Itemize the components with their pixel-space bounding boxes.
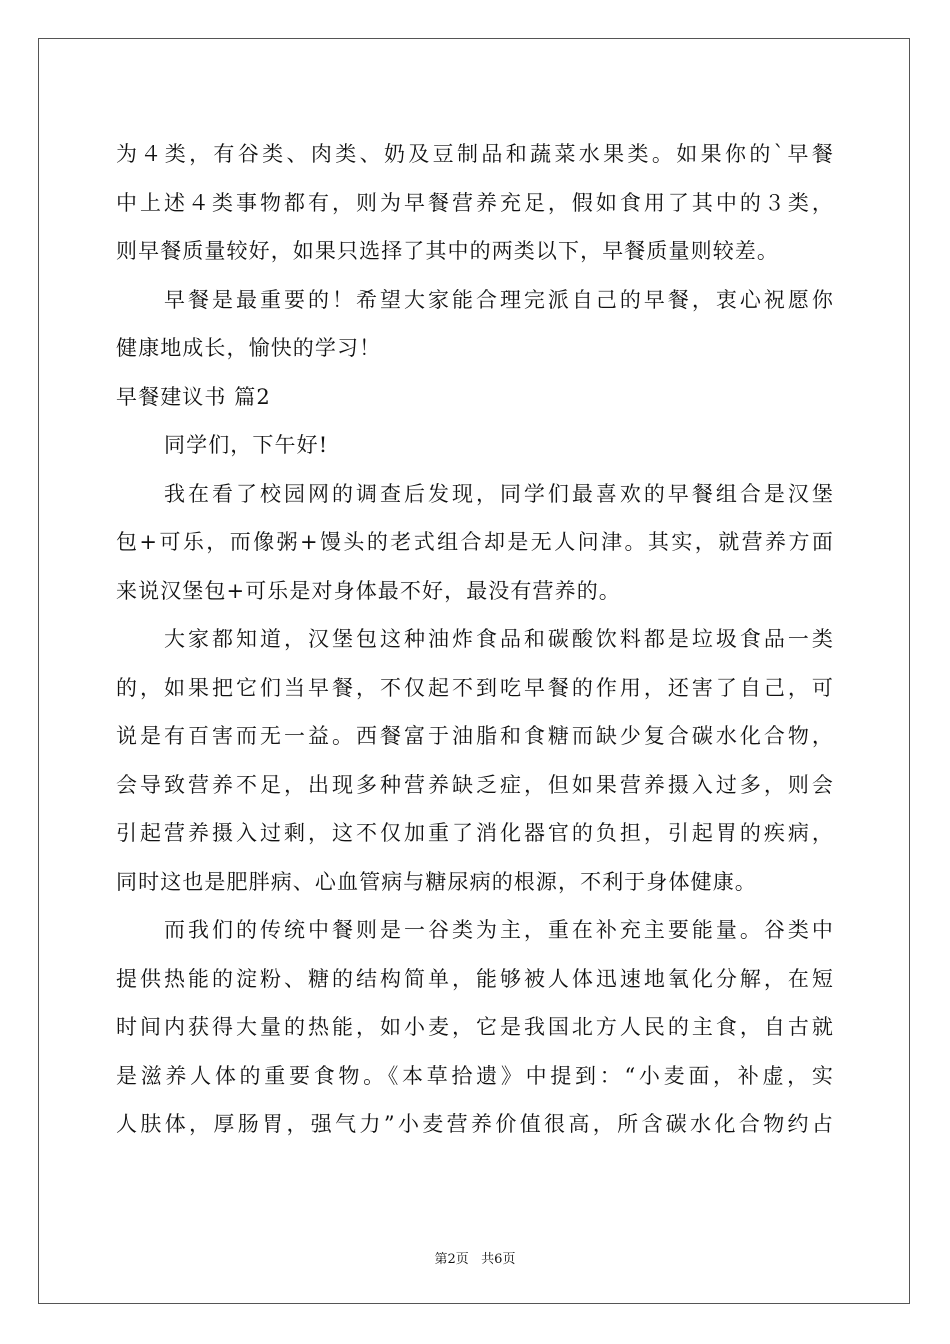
paragraph-line: 而我们的传统中餐则是一谷类为主，重在补充主要能量。谷类中 bbox=[164, 918, 834, 942]
paragraph-line: 包+可乐，而像粥+馒头的老式组合却是无人问津。其实，就营养方面 bbox=[116, 530, 834, 554]
paragraph-line: 为４类，有谷类、肉类、奶及豆制品和蔬菜水果类。如果你的`早餐 bbox=[116, 142, 834, 166]
paragraph-line: 来说汉堡包+可乐是对身体最不好，最没有营养的。 bbox=[116, 578, 621, 603]
paragraph-line: 时间内获得大量的热能，如小麦，它是我国北方人民的主食，自古就 bbox=[116, 1015, 834, 1039]
paragraph-line: 同学们，下午好! bbox=[164, 433, 329, 457]
document-body bbox=[116, 130, 834, 1149]
paragraph-line: 的，如果把它们当早餐，不仅起不到吃早餐的作用，还害了自己，可 bbox=[116, 675, 834, 700]
paragraph-line: 则早餐质量较好，如果只选择了其中的两类以下，早餐质量则较差。 bbox=[116, 239, 779, 263]
page-number-footer: 第2页 共6页 bbox=[434, 1252, 516, 1267]
paragraph-line: 我在看了校园网的调查后发现，同学们最喜欢的早餐组合是汉堡 bbox=[164, 481, 834, 506]
paragraph-line: 人肤体，厚肠胃，强气力”小麦营养价值很高，所含碳水化合物约占 bbox=[116, 1112, 834, 1136]
paragraph-line: 说是有百害而无一益。西餐富于油脂和食糖而缺少复合碳水化合物， bbox=[116, 724, 834, 748]
paragraph-line: 早餐是最重要的！希望大家能合理完派自己的早餐，衷心祝愿你 bbox=[164, 287, 834, 312]
paragraph-line: 中上述４类事物都有，则为早餐营养充足，假如食用了其中的３类， bbox=[116, 190, 834, 215]
paragraph-line: 大家都知道，汉堡包这种油炸食品和碳酸饮料都是垃圾食品一类 bbox=[164, 627, 834, 651]
paragraph-line: 提供热能的淀粉、糖的结构简单，能够被人体迅速地氧化分解，在短 bbox=[116, 966, 834, 991]
paragraph-line: 健康地成长，愉快的学习！ bbox=[116, 336, 382, 360]
paragraph-line: 引起营养摄入过剩，这不仅加重了消化器官的负担，引起胃的疾病， bbox=[116, 821, 834, 845]
paragraph-line: 会导致营养不足，出现多种营养缺乏症，但如果营养摄入过多，则会 bbox=[116, 772, 834, 797]
section-heading: 早餐建议书 篇2 bbox=[116, 384, 271, 409]
paragraph-line: 同时这也是肥胖病、心血管病与糖尿病的根源，不利于身体健康。 bbox=[116, 869, 757, 894]
paragraph-line: 是滋养人体的重要食物。《本草拾遗》中提到：“小麦面，补虚，实 bbox=[116, 1063, 834, 1088]
